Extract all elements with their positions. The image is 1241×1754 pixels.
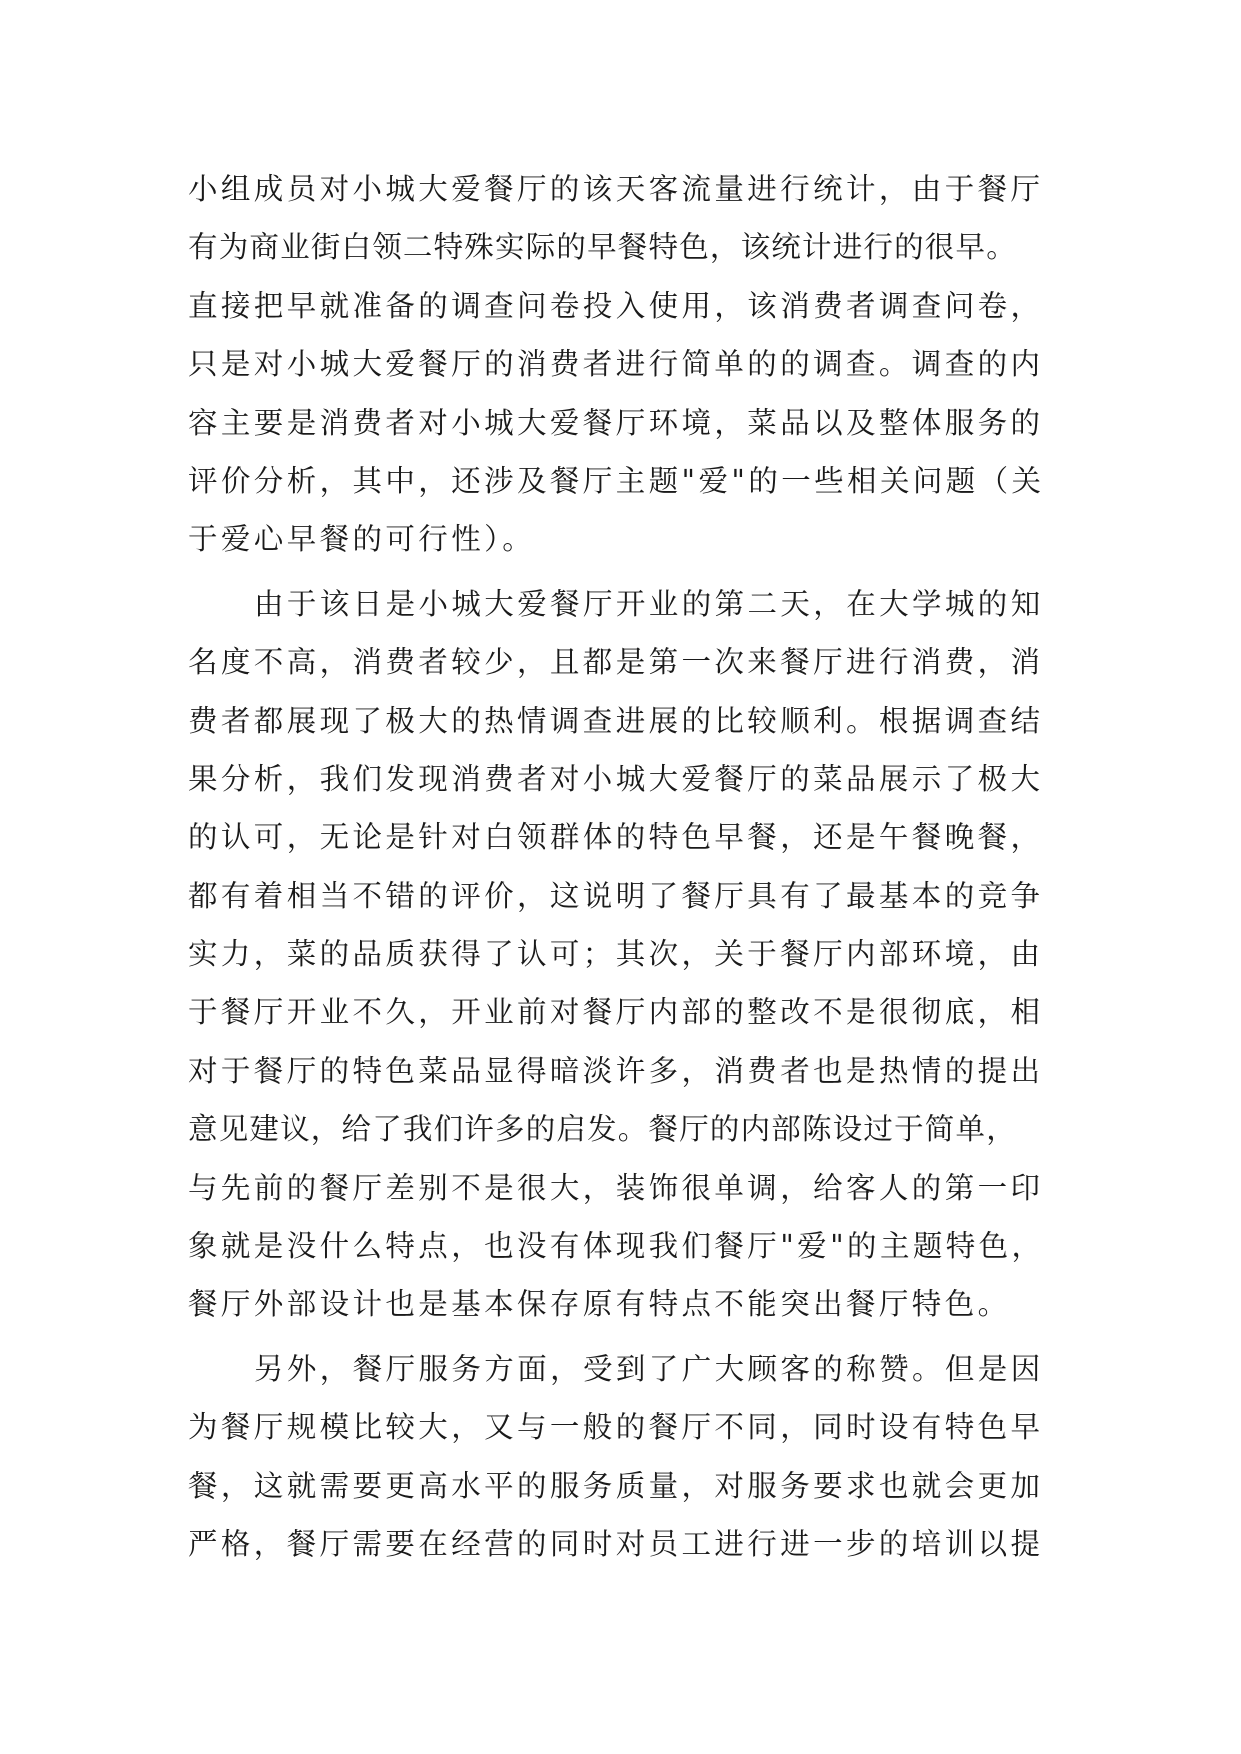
text-line: 意见建议，给了我们许多的启发。餐厅的内部陈设过于简单， xyxy=(188,1112,1017,1147)
text-line: 严格，餐厅需要在经营的同时对员工进行进一步的培训以提 xyxy=(188,1526,1044,1561)
text-line-indented: 另外，餐厅服务方面，受到了广大顾客的称赞。但是因 xyxy=(254,1351,1044,1386)
text-line: 的认可，无论是针对白领群体的特色早餐，还是午餐晚餐， xyxy=(188,820,1044,855)
text-line: 象就是没什么特点，也没有体现我们餐厅"爱"的主题特色， xyxy=(188,1229,1045,1264)
body-text xyxy=(188,160,1088,1573)
text-line: 评价分析，其中，还涉及餐厅主题"爱"的一些相关问题（关 xyxy=(188,463,1045,498)
text-line: 只是对小城大爱餐厅的消费者进行简单的的调查。调查的内 xyxy=(188,347,1044,382)
text-line: 小组成员对小城大爱餐厅的该天客流量进行统计，由于餐厅 xyxy=(188,172,1044,206)
text-line: 实力，菜的品质获得了认可；其次，关于餐厅内部环境，由 xyxy=(188,937,1044,972)
text-line: 与先前的餐厅差别不是很大，装饰很单调，给客人的第一印 xyxy=(188,1170,1044,1205)
text-line: 餐厅外部设计也是基本保存原有特点不能突出餐厅特色。 xyxy=(188,1287,1011,1322)
text-line: 果分析，我们发现消费者对小城大爱餐厅的菜品展示了极大 xyxy=(188,761,1044,796)
text-line: 于爱心早餐的可行性）。 xyxy=(188,522,536,557)
text-line: 名度不高，消费者较少，且都是第一次来餐厅进行消费，消 xyxy=(188,645,1044,680)
text-line: 对于餐厅的特色菜品显得暗淡许多，消费者也是热情的提出 xyxy=(188,1053,1044,1088)
text-line: 餐，这就需要更高水平的服务质量，对服务要求也就会更加 xyxy=(188,1468,1044,1503)
text-line: 于餐厅开业不久，开业前对餐厅内部的整改不是很彻底，相 xyxy=(188,995,1044,1030)
text-line-indented: 由于该日是小城大爱餐厅开业的第二天，在大学城的知 xyxy=(254,586,1044,621)
text-line: 容主要是消费者对小城大爱餐厅环境，菜品以及整体服务的 xyxy=(188,405,1044,440)
text-line: 有为商业街白领二特殊实际的早餐特色，该统计进行的很早。 xyxy=(188,230,1017,265)
text-line: 直接把早就准备的调查问卷投入使用，该消费者调查问卷， xyxy=(188,288,1044,323)
text-line: 为餐厅规模比较大，又与一般的餐厅不同，同时设有特色早 xyxy=(188,1410,1044,1445)
text-line: 费者都展现了极大的热情调查进展的比较顺利。根据调查结 xyxy=(188,703,1044,738)
text-line: 都有着相当不错的评价，这说明了餐厅具有了最基本的竞争 xyxy=(188,878,1044,913)
